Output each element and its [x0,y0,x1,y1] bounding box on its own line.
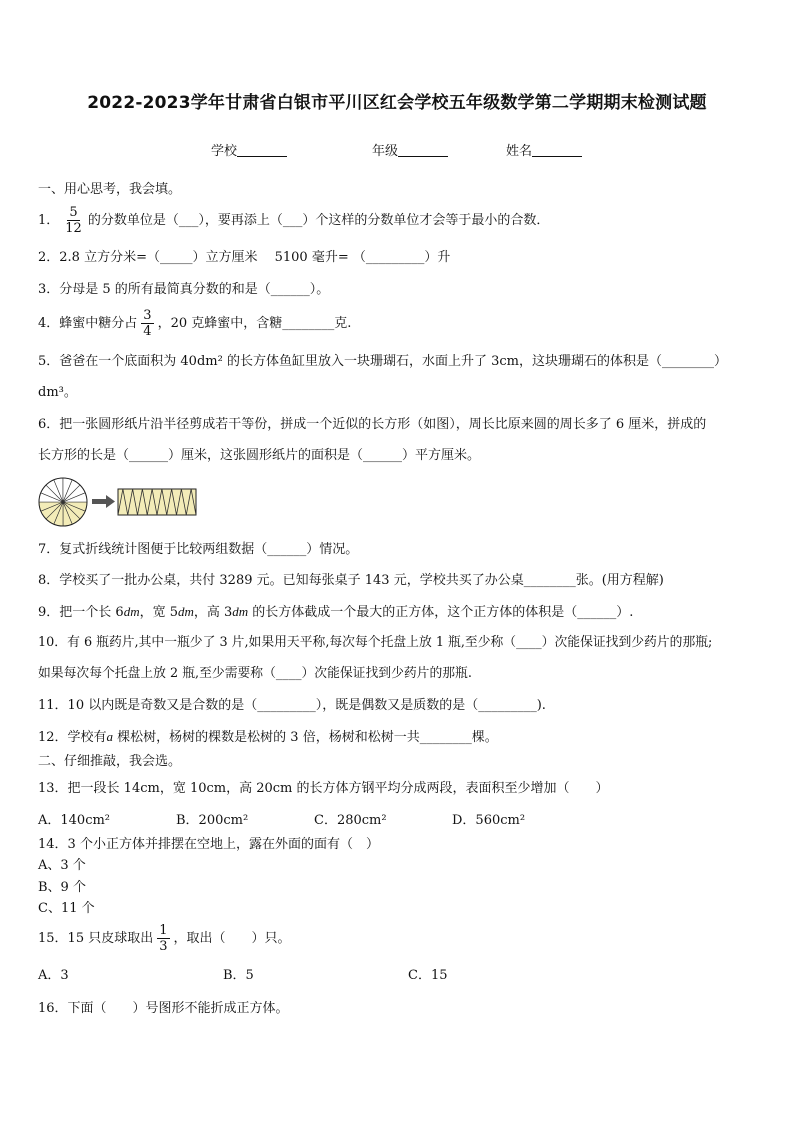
question-1 [38,204,549,238]
unit: dm [123,604,140,619]
question-15-options [38,967,448,985]
question-text: 4．蜂蜜中糖分占 [38,316,138,331]
unit: dm [232,604,249,619]
grade-blank[interactable] [398,143,448,157]
approximate-rectangle-icon [118,489,196,515]
grade-field[interactable] [372,140,448,159]
section-1-heading: 一、用心思考，我会填。 [38,182,182,197]
question-text: 的长方体截成一个最大的正方体，这个正方体的体积是（______）. [248,605,634,620]
arrow-right-icon [92,495,115,508]
denominator: 12 [65,221,82,236]
question-15 [38,922,291,956]
question-4 [38,307,351,341]
question-text: 棵松树，杨树的棵数是松树的 3 倍，杨树和松树一共________棵。 [113,730,498,745]
school-field[interactable] [211,140,287,159]
circle-to-rectangle-figure [38,476,238,532]
question-number: 1． [38,213,60,228]
question-text: 的分数单位是（___），要再添上（___）个这样的分数单位才会等于最小的合数． [87,213,550,228]
numerator: 3 [143,308,152,323]
question-2: 2．2.8 立方分米=（_____）立方厘米 5100 毫升= （_________）升 [38,250,451,265]
question-5-line-1: 5．爸爸在一个底面积为 40dm² 的长方体鱼缸里放入一块珊瑚石，水面上升了 3cm，这块珊瑚石的体积是（________） [38,354,727,369]
question-13: 13．把一段长 14cm，宽 10cm，高 20cm 的长方体方钢平均分成两段，表面积至少增加（ ） [38,781,609,796]
question-text: ，20 克蜂蜜中，含糖________克. [157,316,352,331]
question-13-options [38,812,525,830]
question-10-line-2: 如果每次每个托盘上放 2 瓶,至少需要称（____）次能保证找到少药片的那瓶. [38,666,472,681]
question-16: 16．下面（ ）号图形不能折成正方体。 [38,1001,289,1016]
numerator: 5 [69,205,78,220]
fraction [157,923,169,954]
option-a[interactable]: A、3 个 [38,858,86,873]
unit: dm [177,604,194,619]
fraction [63,205,84,236]
question-3: 3．分母是 5 的所有最简真分数的和是（______）。 [38,282,330,297]
fraction [141,308,153,339]
section-2-heading: 二、仔细推敲，我会选。 [38,754,182,769]
question-11: 11．10 以内既是奇数又是合数的是（_________），既是偶数又是质数的是（_________). [38,698,546,713]
question-text: ，宽 5 [139,605,178,620]
question-9 [38,603,633,622]
rectangle-outline [118,489,196,515]
grade-label: 年级 [372,144,399,159]
option-c[interactable]: C．280cm² [314,813,387,828]
exam-title: 2022-2023学年甘肃省白银市平川区红会学校五年级数学第二学期期末检测试题 [87,93,707,113]
school-blank[interactable] [237,143,287,157]
question-text: 9．把一个长 6 [38,605,124,620]
denominator: 3 [159,939,168,954]
question-text: 12．学校有 [38,730,107,745]
question-text: ，取出（ ）只。 [173,931,291,946]
question-text: ，高 3 [193,605,233,620]
question-8: 8．学校买了一批办公桌，共付 3289 元。已知每张桌子 143 元，学校共买了办公桌________张。(用方程解) [38,573,664,588]
name-label: 姓名 [506,144,533,159]
question-14: 14．3 个小正方体并排摆在空地上，露在外面的面有（ ） [38,837,379,852]
name-field[interactable] [506,140,582,159]
option-a[interactable]: A．3 [38,968,69,983]
option-a[interactable]: A．140cm² [38,813,111,828]
option-d[interactable]: D．560cm² [452,813,526,828]
school-label: 学校 [211,144,238,159]
denominator: 4 [143,324,152,339]
question-12 [38,728,498,747]
question-6-line-1: 6．把一张圆形纸片沿半径剪成若干等份，拼成一个近似的长方形（如图），周长比原来圆的周长多了 6 厘米，拼成的 [38,417,707,432]
option-c[interactable]: C．15 [408,968,448,983]
option-b[interactable]: B．5 [223,968,254,983]
option-c[interactable]: C、11 个 [38,901,95,916]
question-6-line-2: 长方形的长是（______）厘米，这张圆形纸片的面积是（______）平方厘米。 [38,448,481,463]
question-7: 7．复式折线统计图便于比较两组数据（______）情况。 [38,542,359,557]
option-b[interactable]: B．200cm² [176,813,249,828]
option-b[interactable]: B、9 个 [38,880,86,895]
circle-sectors-icon [39,478,87,526]
name-blank[interactable] [532,143,582,157]
question-5-line-2: dm³。 [38,385,77,400]
question-10-line-1: 10．有 6 瓶药片,其中一瓶少了 3 片,如果用天平称,每次每个托盘上放 1 瓶,至少称（____）次能保证找到少药片的那瓶; [38,635,713,650]
numerator: 1 [159,923,168,938]
variable: a [106,729,114,744]
question-text: 15．15 只皮球取出 [38,931,154,946]
